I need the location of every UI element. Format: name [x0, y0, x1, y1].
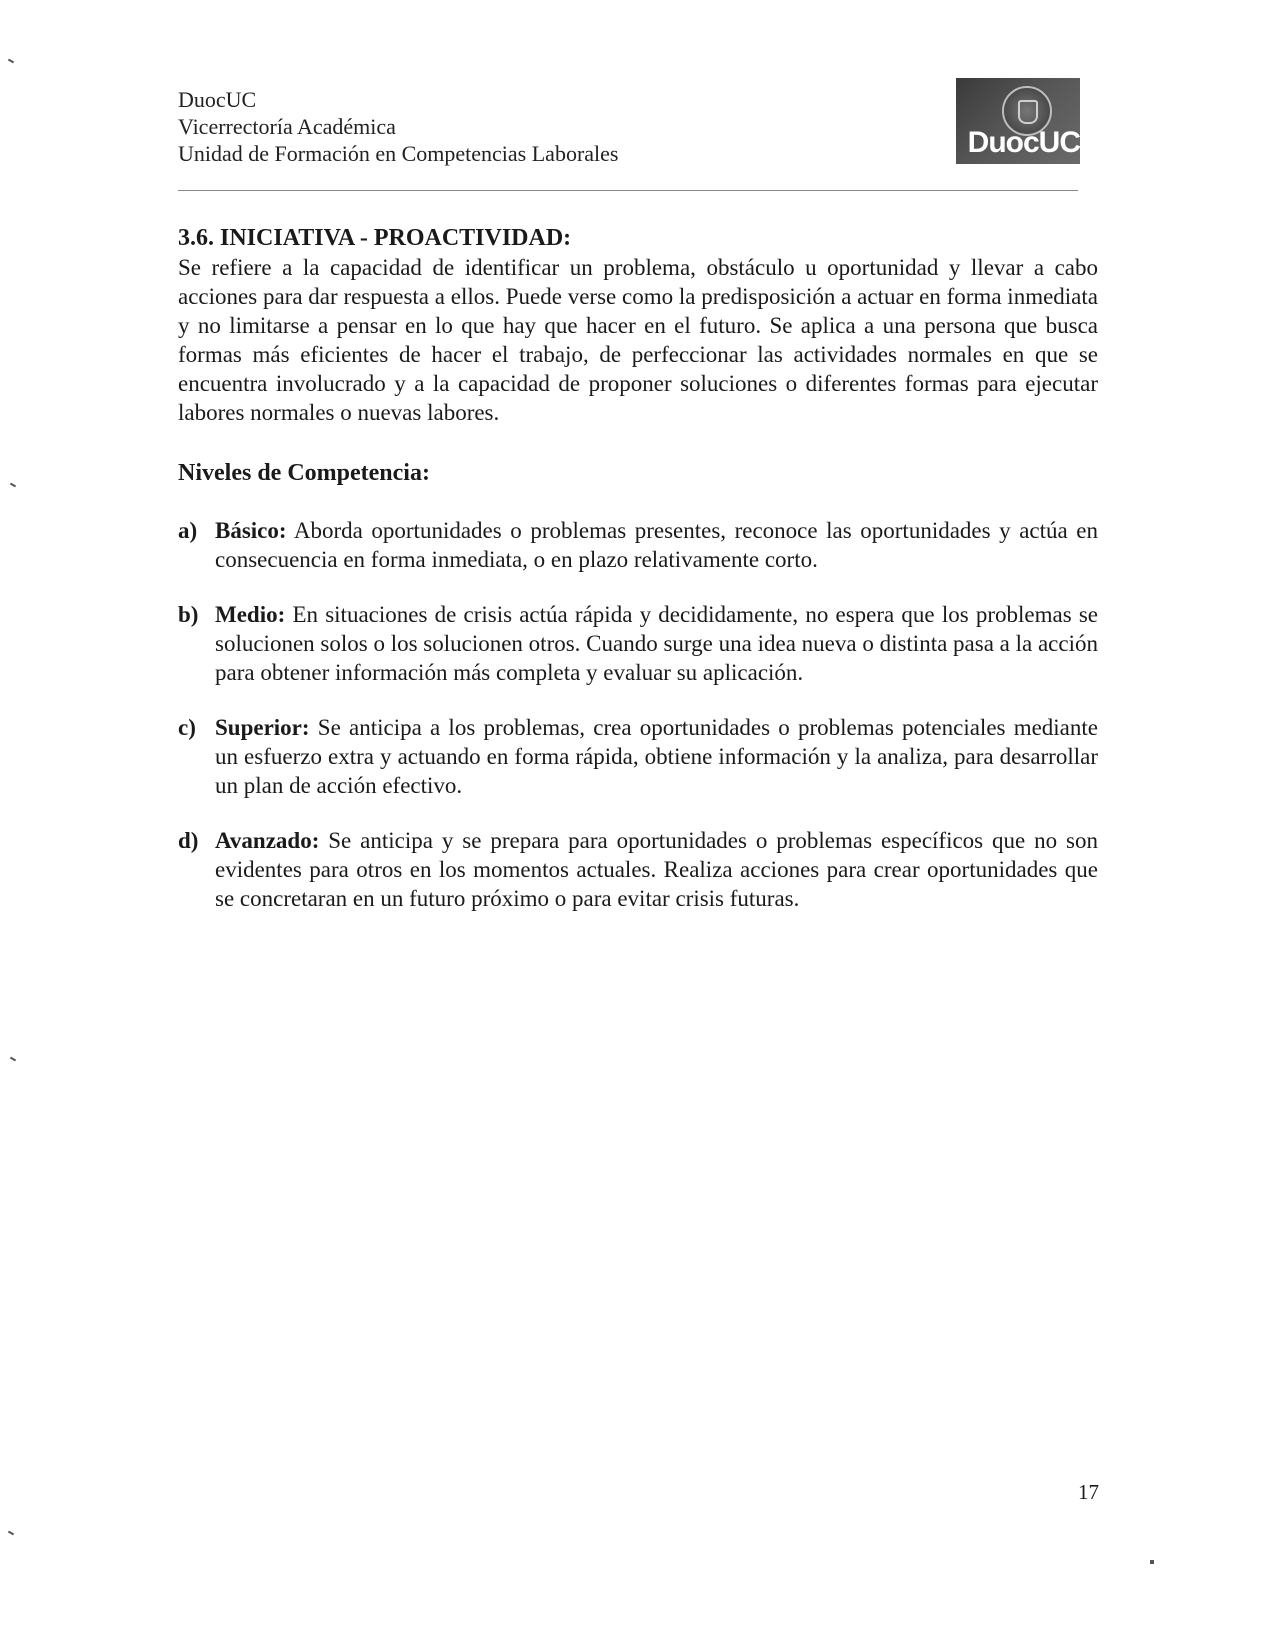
levels-heading: Niveles de Competencia: [178, 460, 430, 486]
level-name: Avanzado: [215, 828, 320, 853]
level-marker: d) [178, 828, 199, 853]
level-name: Superior: [215, 715, 310, 740]
level-item-medio [178, 600, 1098, 687]
level-marker: c) [178, 715, 196, 740]
header-department: Vicerrectoría Académica [178, 114, 396, 139]
scan-mark [8, 59, 14, 64]
level-marker: a) [178, 518, 198, 543]
document-body [178, 224, 1098, 913]
level-body [215, 826, 1098, 913]
scan-mark [10, 483, 16, 488]
level-description: Aborda oportunidades o problemas presentes, reconoce las oportunidades y actúa en consecuencia en forma inmediata, o en plazo relativamente corto. [215, 518, 1098, 572]
level-name: Básico: [215, 518, 287, 543]
duocuc-logo [956, 78, 1080, 164]
level-body [215, 713, 1098, 800]
header-institution: DuocUC [178, 87, 257, 112]
level-marker: b) [178, 602, 199, 627]
level-description: Se anticipa y se prepara para oportunidades o problemas específicos que no son evidentes para otros en los momentos actuales. Realiza acciones para crear oportunidades que se concretaran en un futuro próximo o para evitar crisis futuras. [215, 828, 1098, 911]
section-title: 3.6. INICIATIVA - PROACTIVIDAD: [178, 225, 572, 251]
scan-mark [10, 1057, 16, 1062]
logo-text: DuocUC [967, 126, 1080, 159]
section-intro: Se refiere a la capacidad de identificar un problema, obstáculo u oportunidad y llevar a cabo acciones para dar respuesta a ellos. Puede verse como la predisposición a actuar en forma inmediata y no limitarse a pensar en lo que hay que hacer en el futuro. Se aplica a una persona que busca formas más eficientes de hacer el trabajo, de perfeccionar las actividades normales en que se encuentra involucrado y a la capacidad de proponer soluciones o diferentes formas para ejecutar labores normales o nuevas labores. [178, 255, 1098, 425]
page-number: 17 [1078, 1480, 1099, 1504]
header-unit: Unidad de Formación en Competencias Laborales [178, 141, 619, 166]
level-item-basico [178, 516, 1098, 574]
level-item-superior [178, 713, 1098, 800]
level-description: Se anticipa a los problemas, crea oportunidades o problemas potenciales mediante un esfuerzo extra y actuando en forma rápida, obtiene información y la analiza, para desarrollar un plan de acción efectivo. [215, 715, 1098, 798]
level-body [215, 600, 1098, 687]
header-divider [178, 190, 1078, 191]
level-name: Medio: [215, 602, 286, 627]
document-header [178, 86, 1078, 167]
level-body [215, 516, 1098, 574]
scan-mark [1150, 1560, 1154, 1564]
level-description: En situaciones de crisis actúa rápida y decididamente, no espera que los problemas se solucionen solos o los solucionen otros. Cuando surge una idea nueva o distinta pasa a la acción para obtener información más completa y evaluar su aplicación. [215, 602, 1099, 685]
level-item-avanzado [178, 826, 1098, 913]
scan-mark [8, 1531, 14, 1536]
